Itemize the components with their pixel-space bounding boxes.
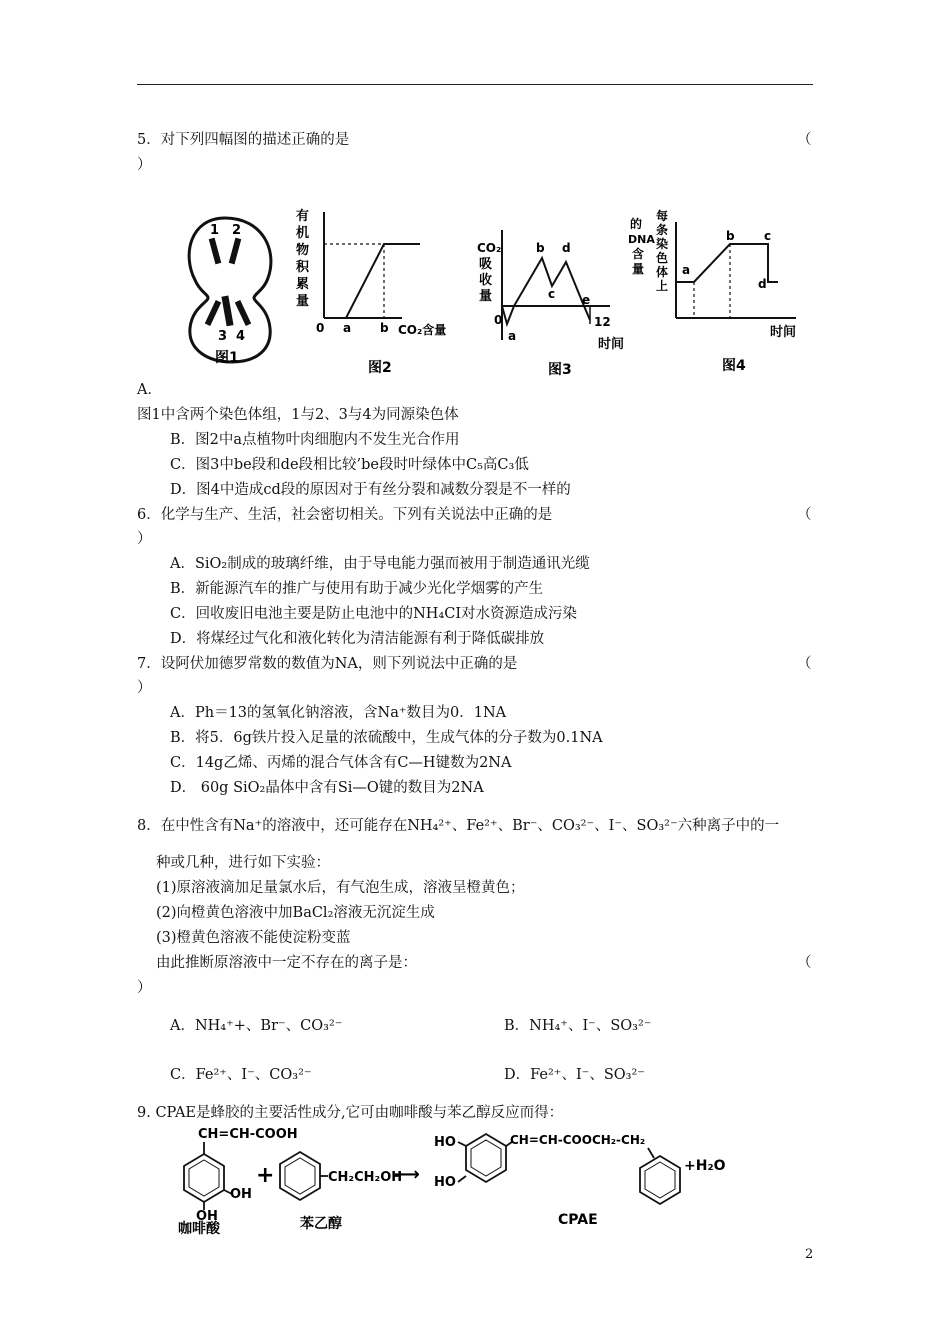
svg-text:c: c [548,287,556,301]
q7-option-a: A．Ph＝13的氢氧化钠溶液，含Na⁺数目为0．1NA [170,705,507,721]
q5-stem: 5．对下列四幅图的描述正确的是 [137,132,350,148]
q5-option-c: C．图3中be段和de段相比较’be段时叶绿体中C₅高C₃低 [170,457,529,473]
chromosome-2 [229,238,242,265]
q8-step1: (1)原溶液滴加足量氯水后，有气泡生成，溶液呈橙黄色； [156,880,525,896]
phenylethanol-name: 苯乙醇 [300,1216,342,1232]
reaction-arrow: ⟶ [394,1164,420,1185]
fig1-caption: 图1 [215,350,239,366]
svg-text:CH₂CH₂OH: CH₂CH₂OH [328,1170,403,1185]
svg-text:OH: OH [230,1187,252,1202]
fig3-caption: 图3 [548,362,572,378]
svg-text:4: 4 [236,329,246,344]
q6-stem: 6．化学与生产、生活，社会密切相关。下列有关说法中正确的是 [137,507,553,523]
svg-text:吸: 吸 [479,257,493,272]
q8-option-c: C．Fe²⁺、I⁻、CO₃²⁻ [170,1067,312,1083]
q5-option-a-text: 图1中含两个染色体组，1与2、3与4为同源染色体 [137,407,459,423]
svg-text:累: 累 [296,277,310,292]
svg-text:HO: HO [434,1135,456,1150]
fig2-caption: 图2 [368,360,392,376]
q8-stem-line1: 8．在中性含有Na⁺的溶液中，还可能存在NH₄²⁺、Fe²⁺、Br⁻、CO₃²⁻、I⁻、SO₃²⁻六种离子中的一 [137,818,780,834]
q9-reaction-scheme [160,1120,740,1236]
fig3-graph [477,230,624,378]
q8-paren-close: ） [137,980,152,996]
q8-question: 由此推断原溶液中一定不存在的离子是： [156,955,417,971]
svg-text:收: 收 [479,273,493,288]
q7-option-d: D． 60g SiO₂晶体中含有Si—O键的数目为2NA [170,780,484,796]
header-rule [137,84,813,85]
chromosome-3-a [205,300,221,326]
q5-figures [170,200,810,385]
q5-option-b: B．图2中a点植物叶肉细胞内不发生光合作用 [170,432,460,448]
q8-option-b: B．NH₄⁺、I⁻、SO₃²⁻ [504,1018,652,1034]
q5-option-d: D．图4中造成cd段的原因对于有丝分裂和减数分裂是不一样的 [170,482,571,498]
svg-text:每: 每 [656,209,669,223]
fig2-graph [296,208,446,376]
svg-text:e: e [582,293,591,307]
svg-text:12: 12 [594,315,611,329]
q6-option-b: B．新能源汽车的推广与使用有助于减少光化学烟雾的产生 [170,581,544,597]
svg-text:体: 体 [656,265,669,279]
q7-paren-open: （ [797,656,812,672]
svg-text:时间: 时间 [770,325,797,340]
phenylethanol-structure [280,1152,402,1232]
svg-text:d: d [758,277,767,291]
q6-paren-open: （ [797,507,812,523]
page-number: 2 [805,1247,814,1262]
svg-text:CO₂: CO₂ [477,241,502,255]
svg-text:量: 量 [632,262,645,276]
chromosome-3-b [221,296,233,327]
fig4-caption: 图4 [722,358,746,374]
svg-text:b: b [726,229,735,243]
chromosome-4 [235,300,251,326]
svg-text:1: 1 [210,223,220,238]
svg-text:物: 物 [296,243,310,258]
q7-option-c: C．14g乙烯、丙烯的混合气体含有C—H键数为2NA [170,755,512,771]
svg-text:b: b [380,321,389,335]
svg-text:时间: 时间 [598,337,625,352]
svg-text:a: a [343,321,352,335]
q6-option-c: C．回收废旧电池主要是防止电池中的NH₄CI对水资源造成污染 [170,606,578,622]
chromosome-1 [209,238,222,265]
svg-text:CH=CH-COOCH₂-CH₂: CH=CH-COOCH₂-CH₂ [510,1133,646,1147]
q8-option-a: A．NH₄⁺+、Br⁻、CO₃²⁻ [170,1018,343,1034]
cpae-name: CPAE [558,1212,598,1228]
svg-text:含: 含 [632,247,645,261]
q7-paren-close: ） [137,680,152,696]
svg-text:量: 量 [479,289,493,304]
svg-text:有: 有 [296,209,310,224]
svg-text:a: a [508,329,517,343]
q8-stem-line2: 种或几种，进行如下实验： [156,855,330,871]
q6-option-a: A．SiO₂制成的玻璃纤维，由于导电能力强而被用于制造通讯光缆 [170,556,590,572]
svg-text:3: 3 [218,329,228,344]
svg-text:a: a [682,263,691,277]
svg-text:DNA: DNA [628,233,655,246]
q8-step3: (3)橙黄色溶液不能使淀粉变蓝 [156,930,351,946]
q5-paren-close: ） [137,157,152,173]
q6-option-d: D．将煤经过气化和液化转化为清洁能源有利于降低碳排放 [170,631,545,647]
fig1-cell-diagram [189,218,271,366]
svg-text:量: 量 [296,294,310,309]
cpae-structure [434,1133,680,1228]
svg-text:染: 染 [656,237,669,251]
svg-text:CO₂含量: CO₂含量 [398,323,447,337]
svg-text:OH: OH [196,1209,218,1224]
svg-text:上: 上 [656,279,669,293]
svg-text:CH=CH-COOH: CH=CH-COOH [198,1127,298,1142]
svg-text:0: 0 [494,313,503,327]
q7-stem: 7．设阿伏加德罗常数的数值为NA，则下列说法中正确的是 [137,656,518,672]
svg-text:的: 的 [630,217,643,231]
water-product: +H₂O [684,1158,726,1174]
q5-paren-open: （ [797,132,812,148]
svg-text:条: 条 [656,223,669,237]
q8-option-d: D．Fe²⁺、I⁻、SO₃²⁻ [504,1067,645,1083]
q8-paren-open: （ [797,955,812,971]
q6-paren-close: ） [137,531,152,547]
svg-text:2: 2 [232,223,242,238]
caffeic-acid-name: 咖啡酸 [178,1221,220,1236]
svg-text:b: b [536,241,545,255]
plus-sign: + [256,1163,275,1188]
svg-text:HO: HO [434,1175,456,1190]
q7-option-b: B．将5．6g铁片投入足量的浓硫酸中，生成气体的分子数为0.1NA [170,730,603,746]
svg-text:积: 积 [296,260,310,275]
svg-text:0: 0 [316,321,325,335]
svg-text:机: 机 [296,226,310,241]
svg-text:c: c [764,229,772,243]
fig4-graph [628,208,796,374]
q5-option-a-letter: A． [137,382,162,398]
svg-text:d: d [562,241,571,255]
q9-stem: 9. CPAE是蜂胶的主要活性成分,它可由咖啡酸与苯乙醇反应而得： [137,1105,564,1121]
svg-text:色: 色 [656,251,669,265]
q8-step2: (2)向橙黄色溶液中加BaCl₂溶液无沉淀生成 [156,905,435,921]
